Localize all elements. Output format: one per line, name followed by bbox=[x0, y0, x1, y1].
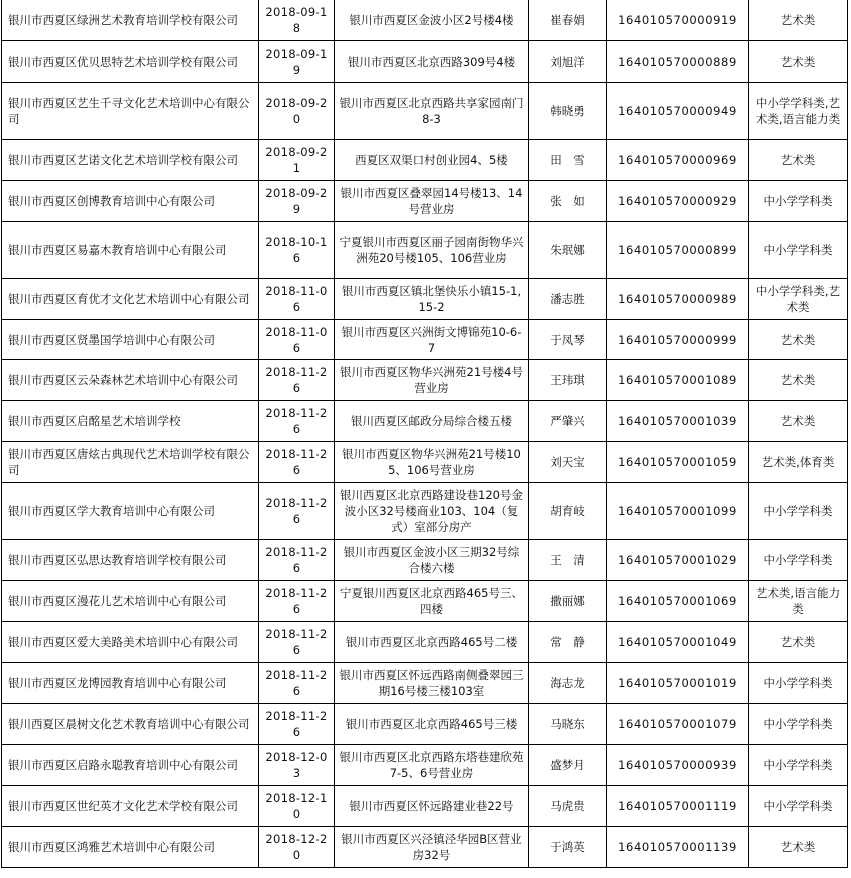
license-number-cell: 164010570000989 bbox=[607, 279, 749, 320]
school-name-cell: 银川市西夏区艺生千寻文化艺术培训中心有限公司 bbox=[2, 83, 259, 140]
address-cell: 银川市西夏区金波小区三期32号综合楼六楼 bbox=[335, 540, 529, 581]
school-name-cell: 银川市西夏区易嘉木教育培训中心有限公司 bbox=[2, 222, 259, 279]
category-cell: 艺术类 bbox=[749, 401, 848, 442]
category-cell: 中小学学科类 bbox=[749, 704, 848, 745]
table-row bbox=[2, 704, 848, 745]
license-number-cell: 164010570000999 bbox=[607, 320, 749, 360]
category-cell: 中小学学科类 bbox=[749, 663, 848, 704]
license-number-cell: 164010570000939 bbox=[607, 745, 749, 786]
category-cell: 艺术类 bbox=[749, 827, 848, 868]
registration-date-cell: 2018-11-06 bbox=[259, 279, 335, 320]
license-number-cell: 164010570001039 bbox=[607, 401, 749, 442]
legal-representative-cell: 胡育岐 bbox=[529, 483, 607, 540]
registration-date-cell: 2018-12-10 bbox=[259, 786, 335, 827]
registration-date-cell: 2018-12-03 bbox=[259, 745, 335, 786]
category-cell: 艺术类 bbox=[749, 360, 848, 401]
school-name-cell: 银川市西夏区绿洲艺术教育培训学校有限公司 bbox=[2, 0, 259, 41]
license-number-cell: 164010570001079 bbox=[607, 704, 749, 745]
license-number-cell: 164010570001019 bbox=[607, 663, 749, 704]
license-number-cell: 164010570001049 bbox=[607, 622, 749, 663]
school-name-cell: 银川市西夏区优贝思特艺术培训学校有限公司 bbox=[2, 41, 259, 83]
legal-representative-cell: 常 静 bbox=[529, 622, 607, 663]
license-number-cell: 164010570001069 bbox=[607, 581, 749, 622]
address-cell: 银川市西夏区叠翠园14号楼13、14号营业房 bbox=[335, 181, 529, 222]
category-cell: 中小学学科类,艺术类,语言能力类 bbox=[749, 83, 848, 140]
address-cell: 银川市西夏区怀远西路南侧叠翠园三期16号楼三楼103室 bbox=[335, 663, 529, 704]
table-row bbox=[2, 140, 848, 181]
school-name-cell: 银川市西夏区艺诺文化艺术培训学校有限公司 bbox=[2, 140, 259, 181]
license-number-cell: 164010570001089 bbox=[607, 360, 749, 401]
license-number-cell: 164010570000919 bbox=[607, 0, 749, 41]
legal-representative-cell: 朱珉娜 bbox=[529, 222, 607, 279]
table-row bbox=[2, 83, 848, 140]
license-number-cell: 164010570000889 bbox=[607, 41, 749, 83]
registration-date-cell: 2018-11-26 bbox=[259, 360, 335, 401]
category-cell: 艺术类 bbox=[749, 320, 848, 360]
legal-representative-cell: 田 雪 bbox=[529, 140, 607, 181]
category-cell: 中小学学科类 bbox=[749, 745, 848, 786]
registration-date-cell: 2018-09-18 bbox=[259, 0, 335, 41]
table-row bbox=[2, 222, 848, 279]
address-cell: 银川市西夏区物华兴洲苑21号楼4号营业房 bbox=[335, 360, 529, 401]
license-number-cell: 164010570000969 bbox=[607, 140, 749, 181]
category-cell: 中小学学科类 bbox=[749, 483, 848, 540]
address-cell: 西夏区双渠口村创业园4、5楼 bbox=[335, 140, 529, 181]
category-cell: 中小学学科类 bbox=[749, 540, 848, 581]
school-name-cell: 银川市西夏区鸿雅艺术培训中心有限公司 bbox=[2, 827, 259, 868]
address-cell: 银川市西夏区北京西路465号二楼 bbox=[335, 622, 529, 663]
registration-date-cell: 2018-12-20 bbox=[259, 827, 335, 868]
license-number-cell: 164010570001099 bbox=[607, 483, 749, 540]
legal-representative-cell: 严肇兴 bbox=[529, 401, 607, 442]
table-row bbox=[2, 41, 848, 83]
category-cell: 艺术类 bbox=[749, 0, 848, 41]
registration-table bbox=[1, 0, 848, 868]
address-cell: 银川市西夏区北京西路309号4楼 bbox=[335, 41, 529, 83]
legal-representative-cell: 崔春娟 bbox=[529, 0, 607, 41]
registration-date-cell: 2018-11-26 bbox=[259, 540, 335, 581]
address-cell: 银川市西夏区镇北堡快乐小镇15-1,15-2 bbox=[335, 279, 529, 320]
registration-date-cell: 2018-11-26 bbox=[259, 483, 335, 540]
address-cell: 银川市西夏区怀远路建业巷22号 bbox=[335, 786, 529, 827]
registration-date-cell: 2018-11-26 bbox=[259, 663, 335, 704]
table-row bbox=[2, 360, 848, 401]
registration-date-cell: 2018-11-26 bbox=[259, 704, 335, 745]
table-body bbox=[2, 0, 848, 868]
legal-representative-cell: 于鸿英 bbox=[529, 827, 607, 868]
legal-representative-cell: 刘天宝 bbox=[529, 442, 607, 483]
school-name-cell: 银川市西夏区漫花儿艺术培训中心有限公司 bbox=[2, 581, 259, 622]
license-number-cell: 164010570000899 bbox=[607, 222, 749, 279]
license-number-cell: 164010570000929 bbox=[607, 181, 749, 222]
address-cell: 银川市西夏区兴洲街文博锦苑10-6-7 bbox=[335, 320, 529, 360]
address-cell: 银川市西夏区北京西路465号三楼 bbox=[335, 704, 529, 745]
category-cell: 中小学学科类,艺术类 bbox=[749, 279, 848, 320]
category-cell: 艺术类 bbox=[749, 140, 848, 181]
school-name-cell: 银川市西夏区龙博园教育培训中心有限公司 bbox=[2, 663, 259, 704]
address-cell: 宁夏银川市西夏区丽子园南街物华兴洲苑20号楼105、106营业房 bbox=[335, 222, 529, 279]
school-name-cell: 银川市西夏区学大教育培训中心有限公司 bbox=[2, 483, 259, 540]
address-cell: 银川市西夏区金波小区2号楼4楼 bbox=[335, 0, 529, 41]
category-cell: 中小学学科类 bbox=[749, 222, 848, 279]
address-cell: 银川市西夏区物华兴洲苑21号楼105、106号营业房 bbox=[335, 442, 529, 483]
school-name-cell: 银川市西夏区创博教育培训中心有限公司 bbox=[2, 181, 259, 222]
legal-representative-cell: 撒丽娜 bbox=[529, 581, 607, 622]
address-cell: 银川市西夏区北京西路东塔巷建欣苑7-5、6号营业房 bbox=[335, 745, 529, 786]
school-name-cell: 银川市西夏区启酩星艺术培训学校 bbox=[2, 401, 259, 442]
registration-date-cell: 2018-11-06 bbox=[259, 320, 335, 360]
category-cell: 艺术类,语言能力类 bbox=[749, 581, 848, 622]
school-name-cell: 银川西夏区晨树文化艺术教育培训中心有限公司 bbox=[2, 704, 259, 745]
school-name-cell: 银川市西夏区启路永聪教育培训中心有限公司 bbox=[2, 745, 259, 786]
legal-representative-cell: 盛梦月 bbox=[529, 745, 607, 786]
school-name-cell: 银川市西夏区育优才文化艺术培训中心有限公司 bbox=[2, 279, 259, 320]
table-row bbox=[2, 0, 848, 41]
registration-date-cell: 2018-11-26 bbox=[259, 622, 335, 663]
registration-date-cell: 2018-11-26 bbox=[259, 581, 335, 622]
address-cell: 银川西夏区邮政分局综合楼五楼 bbox=[335, 401, 529, 442]
registration-date-cell: 2018-09-29 bbox=[259, 181, 335, 222]
table-row bbox=[2, 827, 848, 868]
school-name-cell: 银川市西夏区爱大美路美术培训中心有限公司 bbox=[2, 622, 259, 663]
school-name-cell: 银川市西夏区云朵森林艺术培训中心有限公司 bbox=[2, 360, 259, 401]
table-row bbox=[2, 181, 848, 222]
registration-date-cell: 2018-11-26 bbox=[259, 401, 335, 442]
address-cell: 宁夏银川西夏区北京西路465号三、四楼 bbox=[335, 581, 529, 622]
address-cell: 银川市西夏区兴泾镇泾华园B区营业房32号 bbox=[335, 827, 529, 868]
table-row bbox=[2, 663, 848, 704]
table-row bbox=[2, 540, 848, 581]
legal-representative-cell: 潘志胜 bbox=[529, 279, 607, 320]
school-name-cell: 银川市西夏区唐炫古典现代艺术培训学校有限公司 bbox=[2, 442, 259, 483]
category-cell: 艺术类 bbox=[749, 41, 848, 83]
legal-representative-cell: 刘旭洋 bbox=[529, 41, 607, 83]
legal-representative-cell: 马晓东 bbox=[529, 704, 607, 745]
registration-date-cell: 2018-09-20 bbox=[259, 83, 335, 140]
legal-representative-cell: 马虎贵 bbox=[529, 786, 607, 827]
category-cell: 艺术类 bbox=[749, 622, 848, 663]
license-number-cell: 164010570001029 bbox=[607, 540, 749, 581]
table-row bbox=[2, 622, 848, 663]
table-row bbox=[2, 279, 848, 320]
school-name-cell: 银川市西夏区贤墨国学培训中心有限公司 bbox=[2, 320, 259, 360]
legal-representative-cell: 王 清 bbox=[529, 540, 607, 581]
registration-date-cell: 2018-10-16 bbox=[259, 222, 335, 279]
legal-representative-cell: 于凤琴 bbox=[529, 320, 607, 360]
registration-date-cell: 2018-09-21 bbox=[259, 140, 335, 181]
table-row bbox=[2, 320, 848, 360]
school-name-cell: 银川市西夏区弘思达教育培训学校有限公司 bbox=[2, 540, 259, 581]
registration-date-cell: 2018-11-26 bbox=[259, 442, 335, 483]
table-row bbox=[2, 745, 848, 786]
legal-representative-cell: 王玮琪 bbox=[529, 360, 607, 401]
table-row bbox=[2, 483, 848, 540]
table-row bbox=[2, 581, 848, 622]
legal-representative-cell: 张 如 bbox=[529, 181, 607, 222]
school-name-cell: 银川市西夏区世纪英才文化艺术学校有限公司 bbox=[2, 786, 259, 827]
license-number-cell: 164010570001119 bbox=[607, 786, 749, 827]
category-cell: 艺术类,体育类 bbox=[749, 442, 848, 483]
legal-representative-cell: 海志龙 bbox=[529, 663, 607, 704]
legal-representative-cell: 韩晓勇 bbox=[529, 83, 607, 140]
category-cell: 中小学学科类 bbox=[749, 786, 848, 827]
registration-date-cell: 2018-09-19 bbox=[259, 41, 335, 83]
address-cell: 银川西夏区北京西路建设巷120号金波小区32号楼商业103、104（复式）室部分房产 bbox=[335, 483, 529, 540]
table-row bbox=[2, 442, 848, 483]
license-number-cell: 164010570001059 bbox=[607, 442, 749, 483]
category-cell: 中小学学科类 bbox=[749, 181, 848, 222]
license-number-cell: 164010570000949 bbox=[607, 83, 749, 140]
table-row bbox=[2, 786, 848, 827]
address-cell: 银川市西夏区北京西路共享家园南门8-3 bbox=[335, 83, 529, 140]
table-row bbox=[2, 401, 848, 442]
license-number-cell: 164010570001139 bbox=[607, 827, 749, 868]
